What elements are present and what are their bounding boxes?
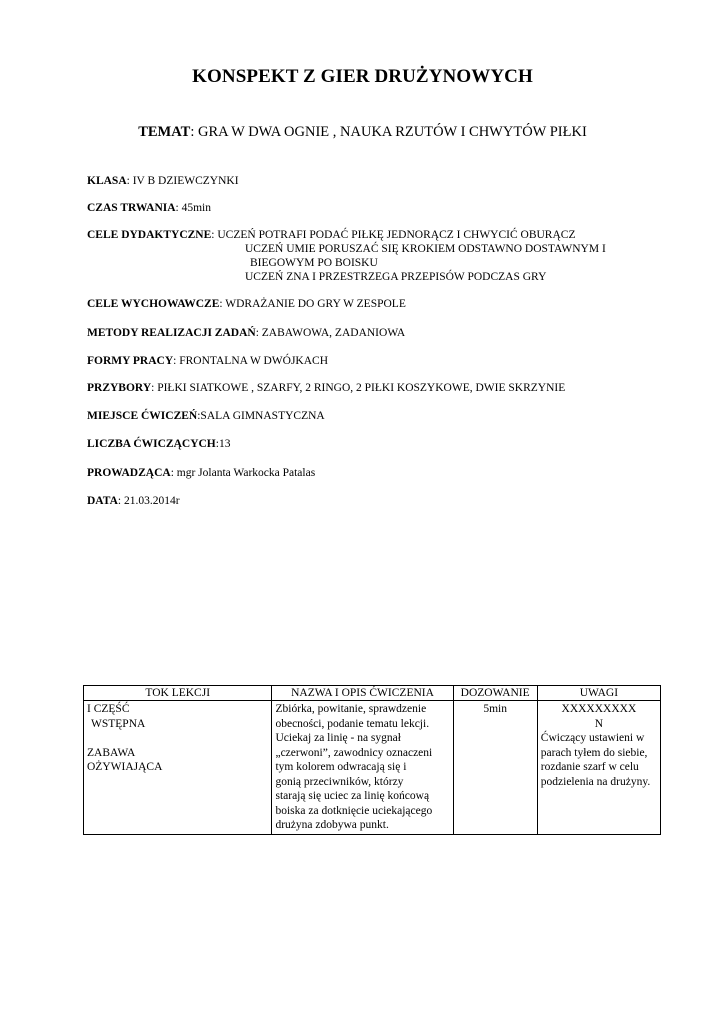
- field-value: : PIŁKI SIATKOWE , SZARFY, 2 RINGO, 2 PIŁKI KOSZYKOWE, DWIE SKRZYNIE: [151, 382, 566, 394]
- column-header-dosage: DOZOWANIE: [453, 686, 537, 701]
- topic-label: TEMAT: [138, 124, 191, 140]
- stage-line: OŻYWIAJĄCA: [87, 761, 163, 773]
- notes-line: parach tyłem do siebie,: [540, 746, 648, 759]
- description-line: boiska za dotknięcie uciekającego: [275, 804, 433, 817]
- notes-line: Ćwiczący ustawieni w: [540, 732, 645, 744]
- field-label: FORMY PRACY: [87, 355, 174, 367]
- field-label: KLASA: [87, 175, 127, 187]
- field-work-forms: [87, 355, 328, 367]
- field-label: METODY REALIZACJI ZADAŃ: [87, 327, 256, 339]
- description-line: obecności, podanie tematu lekcji.: [275, 717, 430, 730]
- description-line: starają się uciec za linię końcową: [275, 790, 430, 802]
- stage-line: WSTĘPNA: [91, 717, 146, 730]
- field-didactic-goals: [87, 229, 575, 241]
- stage-line: I CZĘŚĆ: [87, 703, 130, 715]
- field-class: [87, 175, 239, 187]
- field-label: CZAS TRWANIA: [87, 202, 176, 214]
- field-teacher: [87, 467, 315, 479]
- notes-line: XXXXXXXXX: [561, 703, 637, 715]
- description-line: Uciekaj za linię - na sygnał: [275, 732, 401, 744]
- topic-value: : GRA W DWA OGNIE , NAUKA RZUTÓW I CHWYTÓW PIŁKI: [190, 124, 587, 140]
- field-label: PRZYBORY: [87, 382, 152, 394]
- field-label: MIEJSCE ĆWICZEŃ: [87, 410, 198, 422]
- field-location: [87, 410, 325, 422]
- column-header-exercise-description: NAZWA I OPIS ĆWICZENIA: [272, 686, 453, 701]
- document-title: KONSPEKT Z GIER DRUŻYNOWYCH: [192, 66, 533, 87]
- field-equipment: [87, 382, 565, 394]
- field-duration: [87, 202, 211, 214]
- field-value: : ZABAWOWA, ZADANIOWA: [255, 327, 406, 339]
- cell-notes: [537, 701, 660, 835]
- field-value: : mgr Jolanta Warkocka Patalas: [170, 467, 316, 479]
- field-value: :SALA GIMNASTYCZNA: [197, 410, 325, 422]
- field-value: : UCZEŃ POTRAFI PODAĆ PIŁKĘ JEDNORĄCZ I CHWYCIĆ OBURĄCZ: [211, 229, 576, 241]
- cell-lesson-stage: [84, 701, 272, 835]
- description-line: gonią przeciwników, którzy: [275, 775, 404, 788]
- notes-line: podzielenia na drużyny.: [540, 775, 651, 788]
- column-header-notes: UWAGI: [537, 686, 660, 701]
- description-line: „czerwoni”, zawodnicy oznaczeni: [275, 746, 433, 759]
- lesson-topic: [0, 124, 725, 141]
- field-value: : FRONTALNA W DWÓJKACH: [173, 355, 329, 367]
- field-value: : WDRAŻANIE DO GRY W ZESPOLE: [219, 298, 406, 310]
- field-value: : IV B DZIEWCZYNKI: [126, 175, 239, 187]
- didactic-goal-line: UCZEŃ ZNA I PRZESTRZEGA PRZEPISÓW PODCZAS GRY: [245, 271, 547, 283]
- field-label: DATA: [87, 495, 118, 507]
- field-participants: [87, 438, 230, 450]
- field-value: :13: [215, 438, 231, 450]
- field-date: [87, 495, 180, 507]
- field-label: CELE WYCHOWAWCZE: [87, 298, 220, 310]
- cell-exercise-description: [272, 701, 453, 835]
- field-value: : 21.03.2014r: [117, 495, 180, 507]
- description-line: Zbiórka, powitanie, sprawdzenie: [275, 703, 427, 715]
- column-header-lesson-stage: TOK LEKCJI: [84, 686, 272, 701]
- didactic-goal-line: UCZEŃ UMIE PORUSZAĆ SIĘ KROKIEM ODSTAWNO DOSTAWNYM I: [245, 243, 606, 255]
- description-line: tym kolorem odwracają się i: [275, 761, 407, 773]
- field-label: LICZBA ĆWICZĄCYCH: [87, 438, 216, 450]
- notes-line: N: [594, 717, 604, 730]
- didactic-goal-line: BIEGOWYM PO BOISKU: [250, 257, 378, 269]
- lesson-plan-table: [83, 685, 661, 835]
- field-value: : 45min: [175, 202, 211, 214]
- field-educational-goals: [87, 298, 406, 310]
- table-header-row: [84, 686, 661, 701]
- description-line: drużyna zdobywa punkt.: [275, 819, 389, 831]
- field-label: CELE DYDAKTYCZNE: [87, 229, 212, 241]
- field-label: PROWADZĄCA: [87, 467, 171, 479]
- notes-line: rozdanie szarf w celu: [540, 761, 639, 773]
- field-methods: [87, 327, 405, 339]
- stage-line: ZABAWA: [87, 746, 136, 759]
- cell-dosage: 5min: [453, 701, 537, 835]
- table-row: [84, 701, 661, 835]
